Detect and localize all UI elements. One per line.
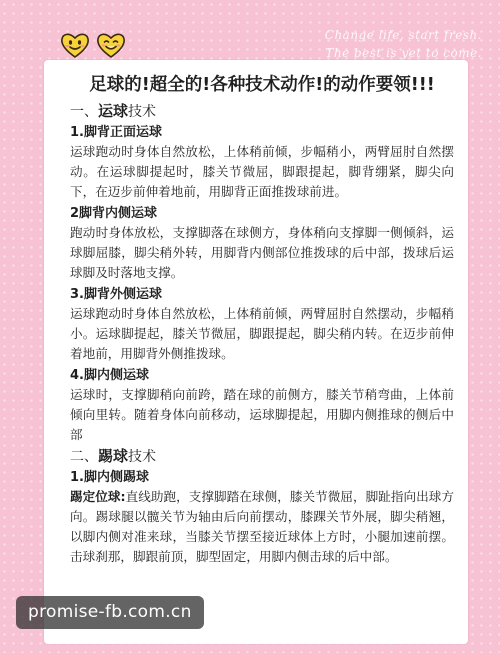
section-heading-dribbling [70, 102, 454, 122]
item-heading: 3.脚背外侧运球 [70, 287, 162, 302]
item-lead: 踢定位球: [70, 489, 126, 504]
heart-face-icon [96, 30, 126, 60]
article-title: 足球的!超全的!各种技术动作!的动作要领!!! [89, 75, 435, 95]
content-card [44, 60, 468, 644]
item-body: 直线助跑，支撑脚踏在球侧，膝关节微屈，脚趾指向出球方向。踢球腿以髋关节为轴由后向前摆动，膝踝关节外展，脚尖稍翘，以脚内侧对准来球，当膝关节摆至接近球体上方时，小腿加速前摆。击球刹那，脚跟前顶，脚型固定，用脚内侧击球的后中部。 [70, 489, 455, 564]
section-keyword: 踢球 [98, 447, 129, 465]
item-text: 跑动时身体放松，支撑脚落在球侧方，身体稍向支撑脚一侧倾斜，运球脚屈膝，脚尖稍外转，用脚背内侧部位推拨球的后中部，拨球后运球脚及时落地支撑。 [70, 225, 454, 280]
section-number: 一、 [70, 104, 98, 120]
section-keyword: 运球 [98, 102, 129, 120]
heart-face-icon [60, 30, 90, 60]
item-text: 运球跑动时身体自然放松，上体稍前倾，两臂屈肘自然摆动，步幅稍小。运球脚提起，膝关节微屈，脚跟提起，脚尖稍内转。在迈步前伸着地前，用脚背外侧推拨球。 [70, 306, 454, 361]
site-watermark: promise-fb.com.cn [16, 596, 204, 629]
slogan-line-1: Change life, start fresh. [324, 28, 482, 42]
section-heading-kicking [70, 447, 454, 467]
item-heading: 1.脚内侧踢球 [70, 470, 149, 485]
item-heading: 4.脚内侧运球 [70, 368, 149, 383]
slogan-line-2: The best is yet to come. [325, 46, 482, 60]
section-number: 二、 [70, 449, 98, 465]
item-text: 运球跑动时身体自然放松，上体稍前倾，步幅稍小，两臂屈肘自然摆动。在运球脚提起时，膝关节微屈，脚跟提起，脚背绷紧，脚尖向下，在迈步前伸着地前，用脚背正面推拨球前进。 [70, 144, 454, 199]
section-suffix: 技术 [128, 104, 157, 120]
item-heading: 1.脚背正面运球 [70, 125, 162, 140]
section-suffix: 技术 [128, 449, 157, 465]
item-text [70, 487, 454, 567]
item-heading: 2脚背内侧运球 [70, 206, 158, 221]
item-text: 运球时，支撑脚稍向前跨，踏在球的前侧方，膝关节稍弯曲，上体前倾向里转。随着身体向前移动，运球脚提起，用脚内侧推球的侧后中部 [70, 387, 454, 442]
emoji-badges [60, 30, 126, 60]
